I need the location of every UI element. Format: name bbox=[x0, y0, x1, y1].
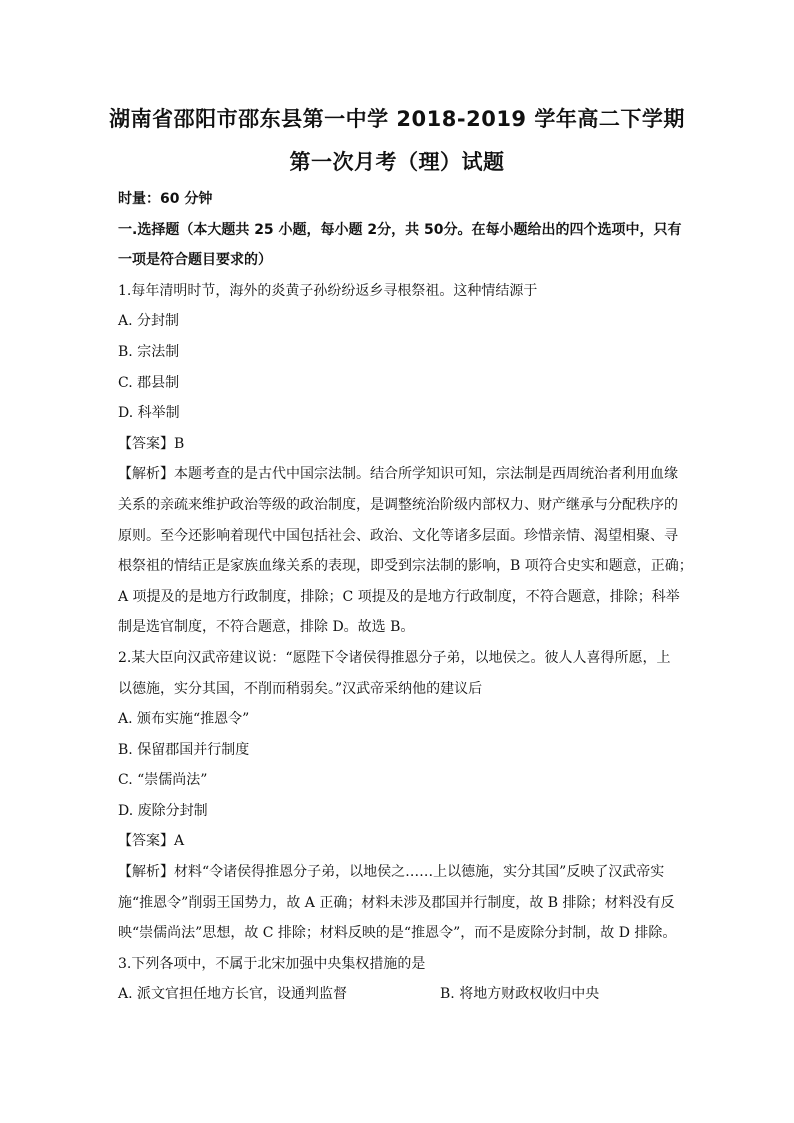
exam-time: 时量：60 分钟 bbox=[118, 191, 213, 207]
question-1-analysis-line: 【解析】本题考查的是古代中国宗法制。结合所学知识可知，宗法制是西周统治者利用血缘 bbox=[118, 466, 678, 483]
question-3-stem: 3.下列各项中，不属于北宋加强中央集权措施的是 bbox=[118, 955, 426, 972]
question-2-stem-line: 以德施，实分其国，不削而稍弱矣。”汉武帝采纳他的建议后 bbox=[118, 680, 483, 697]
question-1-analysis-line: 原则。至今还影响着现代中国包括社会、政治、文化等诸多层面。珍惜亲情、渴望相聚、寻 bbox=[118, 527, 678, 544]
question-1-option-a: A. 分封制 bbox=[118, 313, 180, 330]
question-2-option-a: A. 颁布实施“推恩令” bbox=[118, 711, 250, 728]
question-3-option-b: B. 将地方财政权收归中央 bbox=[440, 986, 600, 1003]
question-3-options-row bbox=[118, 979, 678, 1010]
question-1-option-d: D. 科举制 bbox=[118, 405, 180, 422]
question-2-analysis-line: 映“崇儒尚法”思想，故 C 排除；材料反映的是“推恩令”，而不是废除分封制，故 D 排除。 bbox=[118, 925, 677, 942]
document-body bbox=[118, 184, 693, 1010]
question-2-analysis-line: 施“推恩令”削弱王国势力，故 A 正确；材料未涉及郡国并行制度，故 B 排除；材料没有反 bbox=[118, 894, 675, 911]
question-1-stem: 1.每年清明时节，海外的炎黄子孙纷纷返乡寻根祭祖。这种情结源于 bbox=[118, 282, 538, 299]
question-1-analysis-line: 关系的亲疏来维护政治等级的政治制度，是调整统治阶级内部权力、财产继承与分配秩序的 bbox=[118, 496, 678, 513]
question-2-answer: 【答案】A bbox=[118, 833, 185, 850]
question-2-stem-line: 2.某大臣向汉武帝建议说：“愿陛下令诸侯得推恩分子弟，以地侯之。彼人人喜得所愿，上 bbox=[118, 649, 671, 666]
question-2-option-d: D. 废除分封制 bbox=[118, 802, 208, 819]
question-1-option-c: C. 郡县制 bbox=[118, 374, 180, 391]
document-title-line-2: 第一次月考（理）试题 bbox=[289, 150, 505, 174]
section-heading-line-2: 一项是符合题目要求的） bbox=[118, 252, 272, 269]
question-1-analysis-line: 制是选官制度，不符合题意，排除 D。故选 B。 bbox=[118, 619, 415, 636]
question-1-analysis-line: 根祭祖的情结正是家族血缘关系的表现，即受到宗法制的影响，B 项符合史实和题意，正确； bbox=[118, 558, 693, 575]
question-1-option-b: B. 宗法制 bbox=[118, 343, 180, 360]
section-heading-line-1: 一.选择题（本大题共 25 小题，每小题 2分，共 50分。在每小题给出的四个选项中，只有 bbox=[118, 221, 682, 238]
question-2-option-c: C. “崇儒尚法” bbox=[118, 772, 208, 789]
question-1-analysis-line: A 项提及的是地方行政制度，排除；C 项提及的是地方行政制度，不符合题意，排除；科举 bbox=[118, 588, 680, 605]
question-1-answer: 【答案】B bbox=[118, 435, 185, 452]
question-2-option-b: B. 保留郡国并行制度 bbox=[118, 741, 250, 758]
document-title-line-1: 湖南省邵阳市邵东县第一中学 2018-2019 学年高二下学期 bbox=[109, 107, 685, 131]
question-2-analysis-line: 【解析】材料“令诸侯得推恩分子弟，以地侯之……上以德施，实分其国”反映了汉武帝实 bbox=[118, 864, 665, 881]
question-3-option-a: A. 派文官担任地方长官，设通判监督 bbox=[118, 986, 348, 1003]
